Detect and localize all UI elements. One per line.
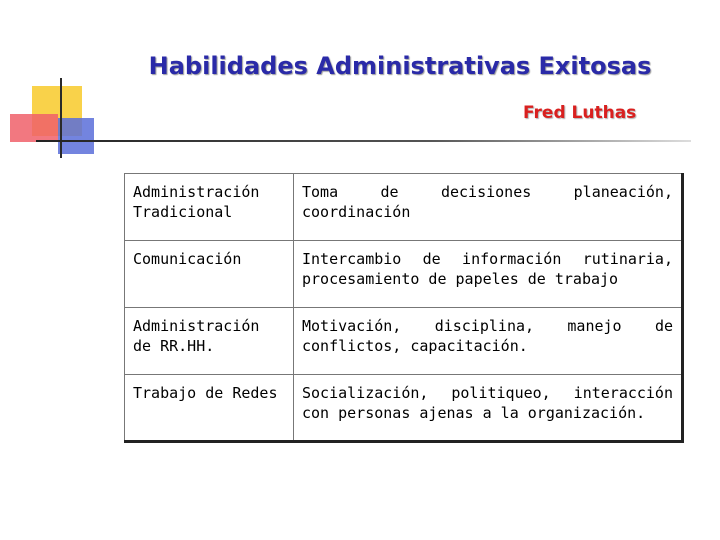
slide-subtitle: Fred Luthas: [523, 103, 637, 123]
activity-cell: Trabajo de Redes: [125, 375, 294, 442]
description-cell: Toma de decisiones planeación, coordinación: [294, 174, 683, 241]
slide-title: Habilidades Administrativas Exitosas: [148, 52, 652, 80]
activity-cell: Administración de RR.HH.: [125, 308, 294, 375]
activity-cell: Administración Tradicional: [125, 174, 294, 241]
decor-blue-square: [58, 118, 94, 154]
table-row: [125, 241, 683, 308]
decor-red-square: [10, 114, 58, 142]
decor-horizontal-line: [36, 140, 691, 142]
description-cell: Intercambio de información rutinaria, procesamiento de papeles de trabajo: [294, 241, 683, 308]
skills-table: [124, 173, 684, 443]
table-row: [125, 308, 683, 375]
decor-vertical-line: [60, 78, 62, 158]
activity-cell: Comunicación: [125, 241, 294, 308]
table-row: [125, 375, 683, 442]
description-cell: Socialización, politiqueo, interacción con personas ajenas a la organización.: [294, 375, 683, 442]
description-cell: Motivación, disciplina, manejo de conflictos, capacitación.: [294, 308, 683, 375]
table-row: [125, 174, 683, 241]
